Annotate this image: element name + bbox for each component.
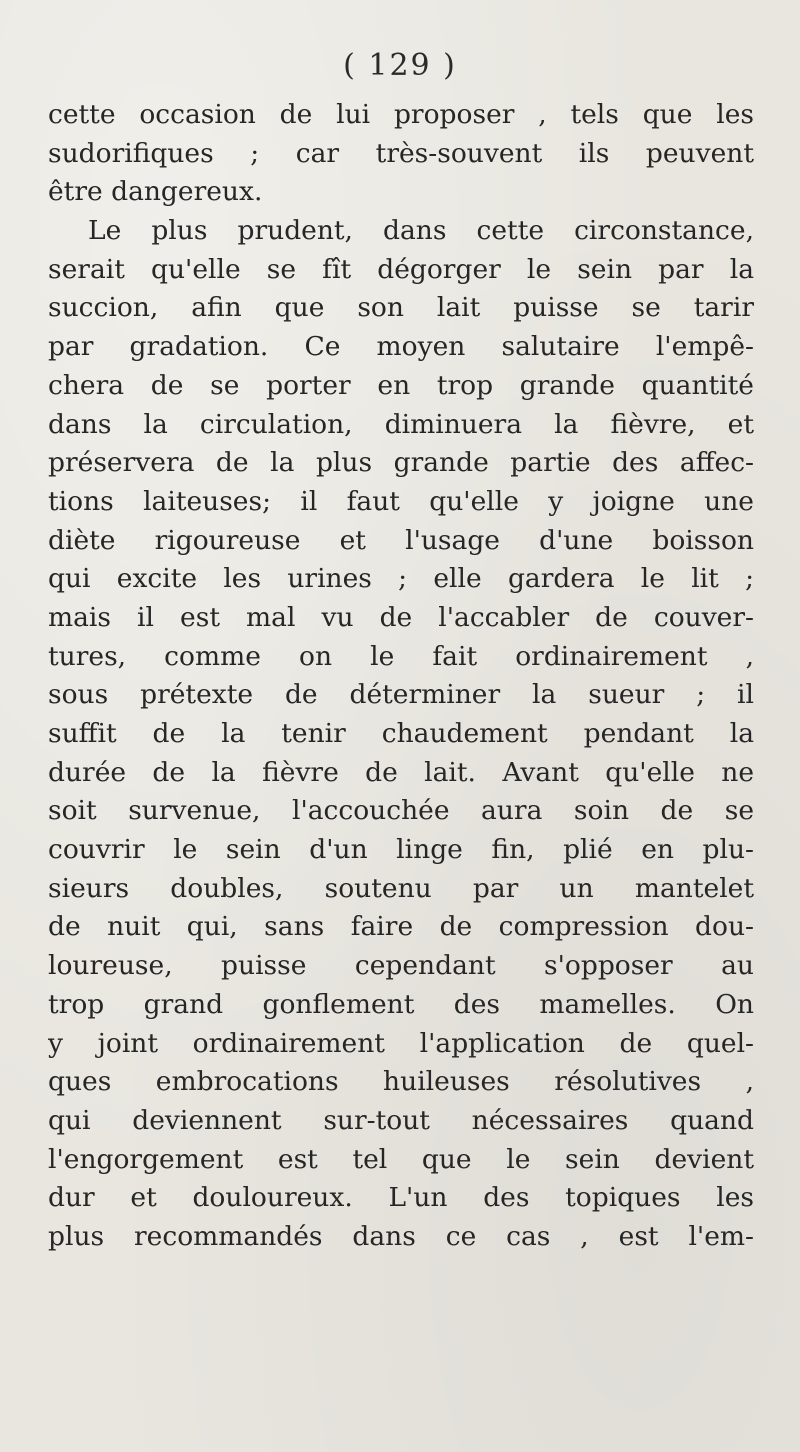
- text-line: être dangereux.: [48, 176, 263, 208]
- text-line: succion, afin que son lait puisse se tarir: [48, 292, 754, 324]
- text-line: dans la circulation, diminuera la fièvre, et: [48, 408, 754, 440]
- text-line: trop grand gonflement des mamelles. On: [48, 988, 754, 1020]
- body-text: [48, 96, 754, 1257]
- text-line: y joint ordinairement l'application de quel-: [48, 1027, 754, 1059]
- text-line: soit survenue, l'accouchée aura soin de se: [48, 795, 754, 827]
- text-line: loureuse, puisse cependant s'opposer au: [48, 950, 754, 982]
- text-line: chera de se porter en trop grande quantité: [48, 369, 754, 401]
- text-line: couvrir le sein d'un linge fin, plié en plu-: [48, 834, 754, 866]
- text-line: sieurs doubles, soutenu par un mantelet: [48, 872, 754, 904]
- text-line: l'engorgement est tel que le sein devient: [48, 1143, 754, 1175]
- text-line: ques embrocations huileuses résolutives ,: [48, 1066, 754, 1098]
- text-line: plus recommandés dans ce cas , est l'em-: [48, 1220, 754, 1252]
- page-number: ( 129 ): [343, 48, 457, 83]
- text-line: mais il est mal vu de l'accabler de couver-: [48, 601, 754, 633]
- text-line: cette occasion de lui proposer , tels que les: [48, 99, 754, 130]
- text-line: qui excite les urines ; elle gardera le lit ;: [48, 563, 754, 595]
- text-line: serait qu'elle se fît dégorger le sein par la: [48, 253, 754, 285]
- text-line: sudorifiques ; car très-souvent ils peuvent: [48, 137, 754, 169]
- text-line: de nuit qui, sans faire de compression dou-: [48, 911, 754, 943]
- text-line: tures, comme on le fait ordinairement ,: [48, 640, 754, 672]
- text-line: préservera de la plus grande partie des affec-: [48, 447, 754, 479]
- text-line: qui deviennent sur-tout nécessaires quand: [48, 1104, 754, 1136]
- text-line: suffit de la tenir chaudement pendant la: [48, 718, 754, 749]
- text-line: diète rigoureuse et l'usage d'une boisson: [48, 524, 754, 556]
- text-line: durée de la fièvre de lait. Avant qu'elle ne: [48, 756, 754, 788]
- text-line: sous prétexte de déterminer la sueur ; il: [48, 679, 754, 711]
- text-line: tions laiteuses; il faut qu'elle y joigne une: [48, 485, 754, 517]
- paragraph-start-line: Le plus prudent, dans cette circonstance,: [88, 215, 754, 247]
- text-line: dur et douloureux. L'un des topiques les: [48, 1182, 754, 1214]
- text-line: par gradation. Ce moyen salutaire l'empê-: [48, 331, 754, 363]
